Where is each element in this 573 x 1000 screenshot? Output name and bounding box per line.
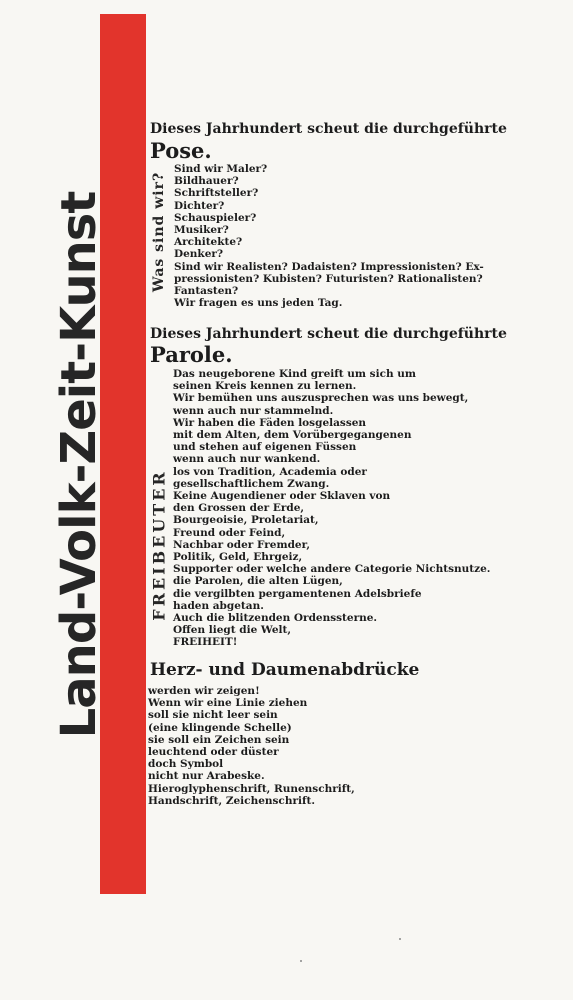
text-line: mit dem Alten, dem Vorübergegangenen [173,429,412,442]
text-line: Wir bemühen uns auszusprechen was uns bewegt, [173,392,469,405]
text-line: die Parolen, die alten Lügen, [173,575,343,588]
text-line: wenn auch nur stammelnd. [173,404,334,417]
pose-lines [174,163,484,309]
text-line: sie soll ein Zeichen sein [148,733,290,746]
text-line: Nachbar oder Fremder, [173,538,311,551]
text-line: die vergilbten pergamentenen Adelsbriefe [173,587,422,600]
text-line: werden wir zeigen! [148,685,260,697]
text-line: wenn auch nur wankend. [173,453,321,466]
pose-keyword: Pose. [150,138,212,163]
parole-lines [173,368,490,649]
text-line: und stehen auf eigenen Füssen [173,441,357,454]
text-line: Denker? [174,248,224,261]
text-line: den Grossen der Erde, [173,502,305,515]
text-line: Musiker? [174,224,229,237]
text-line: doch Symbol [148,758,224,771]
text-line: Architekte? [174,236,243,249]
text-line: Schriftsteller? [174,187,259,200]
text-line: Handschrift, Zeichenschrift. [148,794,315,807]
text-line: Wir haben die Fäden losgelassen [173,416,367,429]
text-line: pressionisten? Kubisten? Futuristen? Rationalisten? [174,272,483,285]
text-line: Das neugeborene Kind greift um sich um [173,368,417,380]
text-line: haden abgetan. [173,599,264,612]
side-label-pose: Was sind wir? [151,171,167,293]
text-line: Wir fragen es uns jeden Tag. [174,297,343,310]
text-line: Freund oder Feind, [173,526,286,539]
text-line: nicht nur Arabeske. [148,770,265,783]
side-label-parole: FREIBEUTER [149,469,169,621]
text-line: Sind wir Maler? [174,163,268,175]
vertical-title: Land-Volk-Zeit-Kunst [51,191,107,739]
text-line: Schauspieler? [174,211,257,224]
text-line: Keine Augendiener oder Sklaven von [173,490,391,503]
pose-heading: Dieses Jahrhundert scheut die durchgeführte [150,121,507,137]
text-line: los von Tradition, Academia oder [173,465,367,478]
text-line: Dichter? [174,199,225,212]
text-line: (eine klingende Schelle) [148,721,292,734]
text-line: Wenn wir eine Linie ziehen [148,697,308,710]
text-line: Auch die blitzenden Ordenssterne. [173,612,378,625]
text-line: Bildhauer? [174,175,239,188]
text-line: Politik, Geld, Ehrgeiz, [173,551,303,564]
herz-lines [148,685,355,807]
text-line: Sind wir Realisten? Dadaisten? Impressionisten? Ex- [174,260,484,273]
text-line: soll sie nicht leer sein [148,709,278,722]
paper-speck [399,938,401,940]
parole-keyword: Parole. [150,342,233,367]
herz-heading: Herz- und Daumenabdrücke [150,660,420,680]
text-line: seinen Kreis kennen zu lernen. [173,380,357,393]
paper-speck [300,960,302,962]
text-line: Supporter oder welche andere Categorie Nichtsnutze. [173,563,491,576]
text-line: FREIHEIT! [173,636,238,649]
text-line: Bourgeoisie, Proletariat, [173,514,319,527]
text-line: gesellschaftlichem Zwang. [173,477,330,490]
text-line: Hieroglyphenschrift, Runenschrift, [148,782,355,795]
text-line: Offen liegt die Welt, [173,624,292,637]
text-line: Fantasten? [174,285,239,298]
parole-heading: Dieses Jahrhundert scheut die durchgeführte [150,326,507,342]
text-line: leuchtend oder düster [148,746,279,759]
